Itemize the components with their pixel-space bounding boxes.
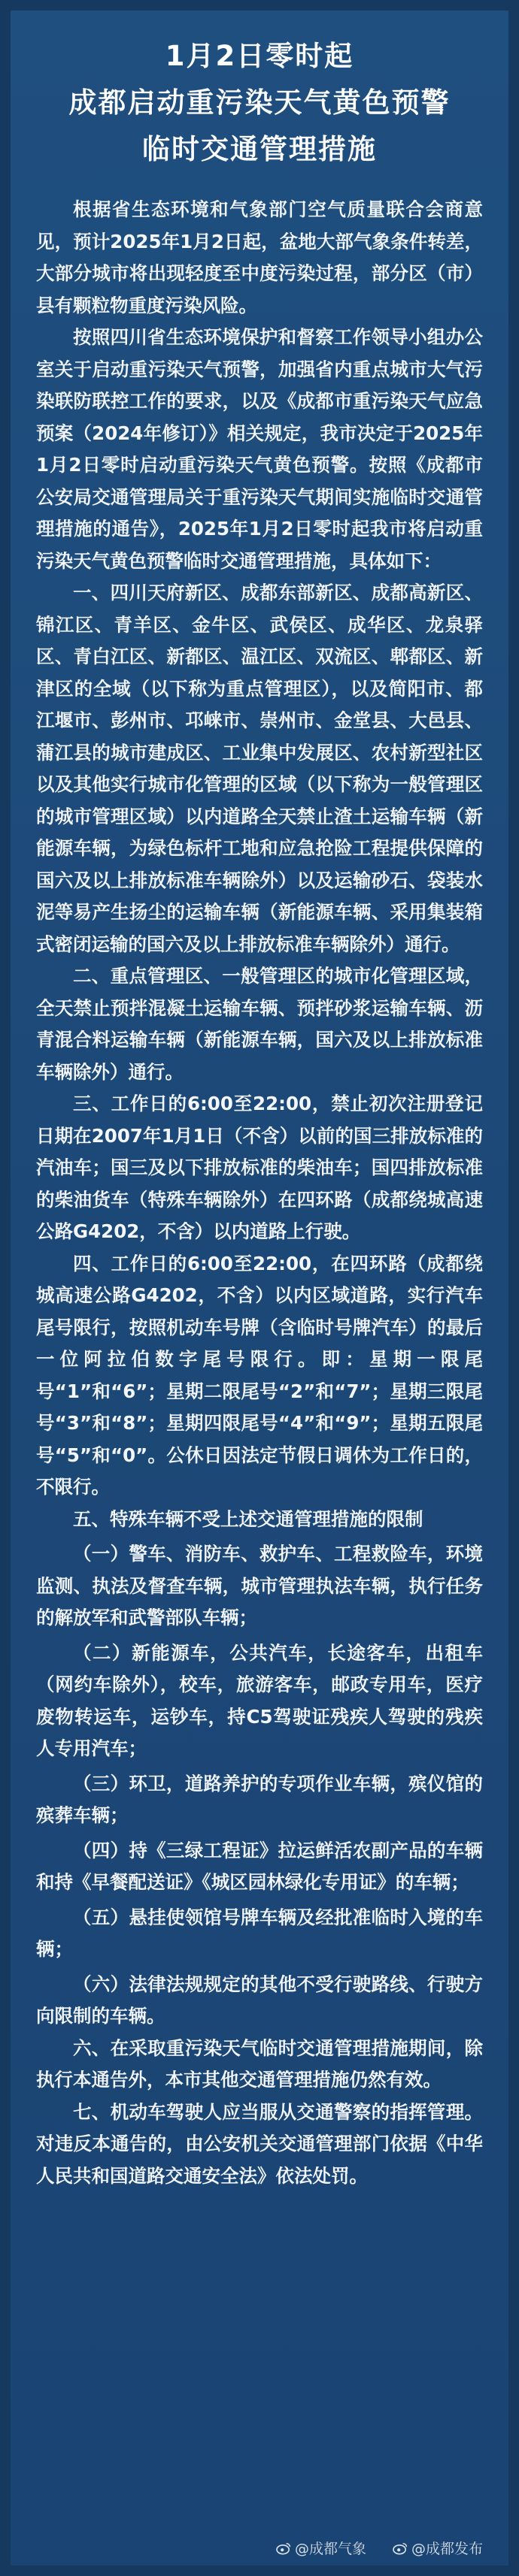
paragraph-item-3: 三、工作日的6:00至22:00，禁止初次注册登记日期在2007年1月1日（不含）以前的国三排放标准的汽油车；国三及以下排放标准的柴油车；国四排放标准的柴油货车（特殊车辆除外）在四环路（成都绕城高速公路G4202，不含）以内道路上行驶。 — [36, 1093, 483, 1242]
title-line-measures: 临时交通管理措施 — [142, 133, 377, 165]
title-line-date: 1月2日零时起 — [165, 40, 354, 72]
watermark-release — [392, 2538, 483, 2558]
title-line-warning: 成都启动重污染天气黄色预警 — [68, 86, 451, 119]
paragraph-item-5-6: （六）法律法规规定的其他不受行驶路线、行驶方向限制的车辆。 — [36, 1973, 483, 2027]
paragraph-item-2: 二、重点管理区、一般管理区的城市化管理区域，全天禁止预拌混凝土运输车辆、预拌砂浆运输车辆、沥青混合料运输车辆（新能源车辆，国六及以上排放标准车辆除外）通行。 — [36, 965, 483, 1083]
paragraph-item-5-3: （三）环卫，道路养护的专项作业车辆，殡仪馆的殡葬车辆； — [36, 1772, 483, 1826]
paragraph-item-7: 七、机动车驾驶人应当服从交通警察的指挥管理。对违反本通告的，由公安机关交通管理部门依据《中华人民共和国道路交通安全法》依法处罚。 — [36, 2100, 483, 2187]
paragraph-item-5-2: （二）新能源车，公共汽车，长途客车，出租车（网约车除外），校车，旅游客车，邮政专用车，医疗废物转运车，运钞车，持C5驾驶证残疾人驾驶的残疾人专用汽车； — [36, 1641, 483, 1759]
paragraph-item-5-1: （一）警车、消防车、救护车、工程救险车，环境监测、执法及督查车辆，城市管理执法车辆，执行任务的解放军和武警部队车辆； — [36, 1543, 483, 1628]
paragraph-item-5-5: （五）悬挂使领馆号牌车辆及经批准临时入境的车辆； — [36, 1906, 483, 1960]
paragraph-item-5: 五、特殊车辆不受上述交通管理措施的限制 — [73, 1507, 423, 1530]
watermark-weather — [275, 2538, 366, 2558]
paragraph-forecast: 根据省生态环境和气象部门空气质量联合会商意见，预计2025年1月2日起，盆地大部气象条件转差，大部分城市将出现轻度至中度污染过程，部分区（市）县有颗粒物重度污染风险。 — [36, 198, 483, 316]
paragraph-item-6: 六、在采取重污染天气临时交通管理措施期间，除执行本通告外，本市其他交通管理措施仍然有效。 — [36, 2036, 483, 2091]
notice-title — [36, 33, 483, 173]
paragraph-item-4: 四、工作日的6:00至22:00，在四环路（成都绕城高速公路G4202，不含）以内区域道路，实行汽车尾号限行，按照机动车号牌（含临时号牌汽车）的最后一位阿拉伯数字尾号限行。即：星期一限尾号“1”和“6”；星期二限尾号“2”和“7”；星期三限尾号“3”和“8”；星期四限尾号“4”和“9”；星期五限尾号“5”和“0”。公休日因法定节假日调休为工作日的，不限行。 — [36, 1252, 483, 1498]
watermark-bar — [275, 2538, 483, 2558]
paragraph-item-1: 一、四川天府新区、成都东部新区、成都高新区、锦江区、青羊区、金牛区、武侯区、成华区、龙泉驿区、青白江区、新都区、温江区、双流区、郫都区、新津区的全域（以下称为重点管理区），以及简阳市、都江堰市、彭州市、邛崃市、崇州市、金堂县、大邑县、蒲江县的城市建成区、工业集中发展区、农村新型社区以及其他实行城市化管理的区域（以下称为一般管理区的城市管理区域）以内道路全天禁止渣土运输车辆（新能源车辆，为绿色标杆工地和应急抢险工程提供保障的国六及以上排放标准车辆除外）以及运输砂石、袋装水泥等易产生扬尘的运输车辆（新能源车辆、采用集装箱式密闭运输的国六及以上排放标准车辆除外）通行。 — [36, 582, 483, 955]
weibo-icon — [392, 2541, 408, 2555]
watermark-release-label: @成都发布 — [411, 2541, 483, 2557]
paragraph-item-5-4: （四）持《三绿工程证》拉运鲜活农副产品的车辆和持《早餐配送证》《城区园林绿化专用证》的车辆； — [36, 1839, 483, 1893]
watermark-weather-label: @成都气象 — [294, 2541, 366, 2557]
weibo-icon — [275, 2541, 292, 2555]
notice-body — [36, 194, 483, 2192]
paragraph-basis: 按照四川省生态环境保护和督察工作领导小组办公室关于启动重污染天气预警，加强省内重点城市大气污染联防联控工作的要求，以及《成都市重污染天气应急预案（2024年修订）》相关规定，我市决定于2025年1月2日零时启动重污染天气黄色预警。按照《成都市公安局交通管理局关于重污染天气期间实施临时交通管理措施的通告》，2025年1月2日零时起我市将启动重污染天气黄色预警临时交通管理措施，具体如下： — [36, 326, 483, 572]
